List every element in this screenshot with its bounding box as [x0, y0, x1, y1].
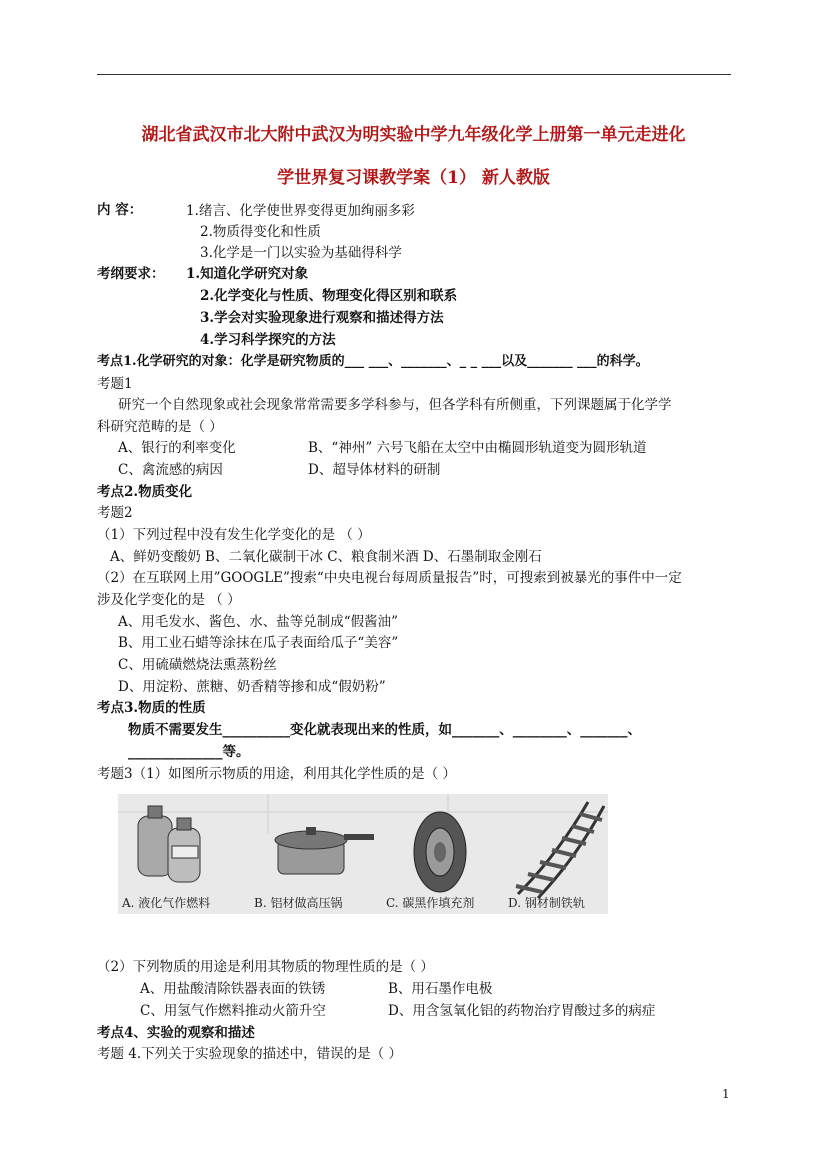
kp2-question-2-option-d: D、用淀粉、蔗糖、奶香精等掺和成“假奶粉” [118, 679, 386, 695]
kp3-question-3-2-option-a: A、用盐酸清除铁器表面的铁锈 [140, 981, 326, 997]
kp2-question-2-option-a: A、用毛发水、酱色、水、盐等兑制成“假酱油” [118, 614, 399, 630]
figure-caption-b: B. 铝材做高压锅 [254, 896, 343, 910]
outline-item-1: 1.知道化学研究对象 [186, 266, 309, 282]
content-label: 内 容： [97, 202, 143, 218]
kp3-heading: 考点3.物质的性质 [97, 700, 206, 716]
kp4-heading: 考点4、实验的观察和描述 [97, 1025, 255, 1041]
kp1-option-a: A、银行的利率变化 [118, 440, 236, 456]
kp2-question-2-option-c: C、用硫磺燃烧法熏蒸粉丝 [118, 657, 277, 673]
content-item-1: 1.绪言、化学使世界变得更加绚丽多彩 [186, 203, 415, 219]
rail-track-icon [516, 802, 604, 898]
kp2-question-1-options: A、鲜奶变酸奶 B、二氧化碳制干冰 C、粮食制米酒 D、石墨制取金刚石 [110, 549, 542, 565]
kp1-heading: 考点1.化学研究的对象：化学是研究物质的___ ___、_______、_ _ ___以及_______ ___的科学。 [97, 354, 649, 369]
kp2-question-2-line1: （2）在互联网上用”GOOGLE”搜索“中央电视台每周质量报告”时，可搜索到被暴光的事件中一定 [97, 570, 682, 586]
kp1-question-label: 考题1 [97, 376, 133, 392]
outline-item-4: 4.学习科学探究的方法 [200, 332, 336, 348]
kp2-heading: 考点2.物质变化 [97, 484, 193, 500]
kp1-option-b: B、“神州” 六号飞船在太空中由椭圆形轨道变为圆形轨道 [308, 440, 647, 456]
kp3-question-3-1: 考题3（1）如图所示物质的用途，利用其化学性质的是（ ） [97, 766, 456, 782]
kp3-text-line1: 物质不需要发生__________变化就表现出来的性质，如_______、________、_______、 [128, 722, 641, 738]
page-number: 1 [722, 1087, 730, 1101]
kp1-option-c: C、禽流感的病因 [118, 462, 223, 478]
document-title-line2: 学世界复习课教学案（1） 新人教版 [277, 168, 550, 188]
tire-icon [414, 812, 466, 892]
kp2-question-label: 考题2 [97, 505, 133, 521]
property-usage-figure [118, 794, 608, 914]
outline-label: 考纲要求： [97, 266, 165, 282]
kp1-option-d: D、超导体材料的研制 [308, 462, 441, 478]
kp4-question-4: 考题 4.下列关于实验现象的描述中，错误的是（ ） [97, 1046, 402, 1062]
kp2-question-2-option-b: B、用工业石蜡等涂抹在瓜子表面给瓜子“美容” [118, 635, 399, 651]
kp3-question-3-2: （2）下列物质的用途是利用其物质的物理性质的是（ ） [97, 959, 434, 975]
pressure-cooker-icon [275, 827, 374, 874]
content-item-3: 3.化学是一门以实验为基础得科学 [200, 245, 402, 261]
header-rule [97, 74, 731, 75]
content-item-2: 2.物质得变化和性质 [200, 224, 321, 240]
kp1-question-text2: 科研究范畴的是（ ） [97, 419, 223, 435]
gas-cylinder-icon [138, 806, 200, 882]
kp2-question-1: （1）下列过程中没有发生化学变化的是 （ ） [97, 527, 371, 543]
figure-caption-d: D. 钢材制铁轨 [508, 896, 585, 910]
document-title-line1: 湖北省武汉市北大附中武汉为明实验中学九年级化学上册第一单元走进化 [141, 125, 686, 145]
kp3-question-3-2-option-d: D、用含氢氧化铝的药物治疗胃酸过多的病症 [388, 1003, 656, 1019]
outline-item-3: 3.学会对实验现象进行观察和描述得方法 [200, 310, 444, 326]
outline-item-2: 2.化学变化与性质、物理变化得区别和联系 [200, 288, 458, 304]
figure-caption-a: A. 液化气作燃料 [122, 896, 211, 910]
kp3-text-line2: ______________等。 [128, 744, 250, 760]
figure-caption-c: C. 碳黑作填充剂 [386, 896, 475, 910]
kp3-question-3-2-option-b: B、用石墨作电极 [388, 981, 493, 997]
kp2-question-2-line2: 涉及化学变化的是 （ ） [97, 592, 241, 608]
kp3-question-3-2-option-c: C、用氢气作燃料推动火箭升空 [140, 1003, 326, 1019]
kp1-question-text1: 研究一个自然现象或社会现象常常需要多学科参与，但各学科有所侧重，下列课题属于化学学 [118, 397, 672, 413]
